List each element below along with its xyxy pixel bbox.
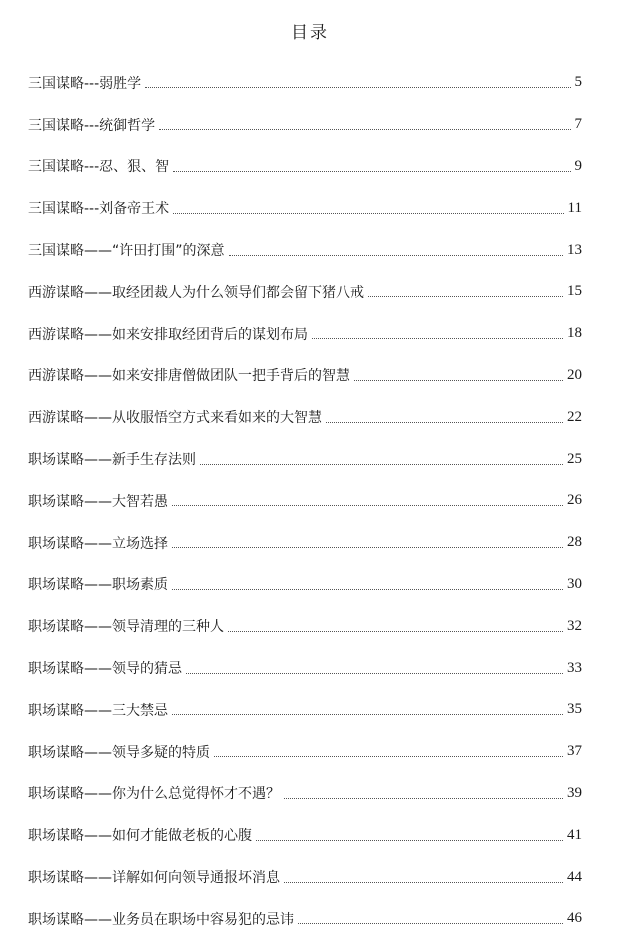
toc-entry-title: 职场谋略——领导清理的三种人 (28, 619, 224, 636)
dot-leader (284, 798, 563, 799)
toc-entry[interactable] (28, 229, 582, 271)
toc-entry-page-number: 9 (574, 157, 582, 174)
toc-entry-page-number: 11 (567, 199, 582, 216)
dot-leader (172, 589, 563, 590)
toc-entry-title: 三国谋略---刘备帝王术 (28, 201, 170, 218)
dot-leader (214, 756, 563, 757)
toc-entry-title: 西游谋略——从收服悟空方式来看如来的大智慧 (28, 410, 322, 427)
dot-leader (284, 882, 563, 883)
dot-leader (368, 296, 563, 297)
toc-entry-page-number: 44 (567, 868, 582, 885)
toc-entry-page-number: 30 (567, 575, 582, 592)
toc-entry-page-number: 35 (567, 701, 582, 718)
dot-leader (312, 338, 563, 339)
dot-leader (145, 87, 570, 88)
toc-entry-title: 西游谋略——取经团裁人为什么领导们都会留下猪八戒 (28, 284, 364, 301)
toc-entry-page-number: 22 (567, 408, 582, 425)
toc-list (28, 62, 582, 940)
toc-entry-title: 三国谋略---弱胜学 (28, 75, 142, 92)
toc-entry[interactable] (28, 104, 582, 146)
toc-entry-page-number: 33 (567, 659, 582, 676)
toc-entry-page-number: 26 (567, 492, 582, 509)
toc-entry-title: 三国谋略——“许田打围”的深意 (28, 243, 225, 260)
dot-leader (186, 673, 563, 674)
toc-entry-page-number: 46 (567, 910, 582, 927)
toc-entry-page-number: 5 (574, 74, 582, 91)
dot-leader (173, 171, 570, 172)
toc-entry[interactable] (28, 773, 582, 815)
toc-entry-title: 职场谋略——详解如何向领导通报坏消息 (28, 870, 280, 887)
dot-leader (200, 464, 563, 465)
toc-entry[interactable] (28, 438, 582, 480)
toc-entry-title: 职场谋略——职场素质 (28, 577, 168, 594)
toc-entry-page-number: 20 (567, 366, 582, 383)
toc-entry[interactable] (28, 396, 582, 438)
dot-leader (228, 631, 563, 632)
dot-leader (326, 422, 563, 423)
toc-entry[interactable] (28, 689, 582, 731)
toc-entry-title: 职场谋略——立场选择 (28, 535, 168, 552)
toc-entry-title: 职场谋略——你为什么总觉得怀才不遇？ (28, 786, 280, 803)
toc-entry[interactable] (28, 271, 582, 313)
toc-entry-title: 西游谋略——如来安排唐僧做团队一把手背后的智慧 (28, 368, 350, 385)
toc-entry[interactable] (28, 731, 582, 773)
dot-leader (354, 380, 563, 381)
toc-entry-page-number: 28 (567, 534, 582, 551)
dot-leader (298, 923, 563, 924)
toc-entry-title: 职场谋略——三大禁忌 (28, 702, 168, 719)
toc-entry-title: 三国谋略---统御哲学 (28, 117, 156, 134)
dot-leader (229, 255, 563, 256)
toc-entry[interactable] (28, 313, 582, 355)
toc-entry-page-number: 41 (567, 826, 582, 843)
dot-leader (173, 213, 563, 214)
toc-entry-page-number: 37 (567, 743, 582, 760)
dot-leader (256, 840, 563, 841)
toc-entry[interactable] (28, 898, 582, 940)
toc-entry-title: 职场谋略——如何才能做老板的心腹 (28, 828, 252, 845)
toc-entry-page-number: 13 (567, 241, 582, 258)
toc-entry-title: 职场谋略——业务员在职场中容易犯的忌讳 (28, 911, 294, 928)
toc-entry[interactable] (28, 355, 582, 397)
toc-entry[interactable] (28, 146, 582, 188)
toc-entry[interactable] (28, 564, 582, 606)
toc-entry[interactable] (28, 522, 582, 564)
toc-entry[interactable] (28, 647, 582, 689)
toc-entry[interactable] (28, 187, 582, 229)
dot-leader (172, 547, 563, 548)
toc-entry-page-number: 15 (567, 283, 582, 300)
toc-entry-page-number: 7 (574, 116, 582, 133)
toc-entry[interactable] (28, 605, 582, 647)
toc-entry[interactable] (28, 480, 582, 522)
toc-entry-page-number: 39 (567, 784, 582, 801)
toc-entry[interactable] (28, 814, 582, 856)
toc-entry-title: 职场谋略——新手生存法则 (28, 452, 196, 469)
dot-leader (172, 714, 563, 715)
toc-entry[interactable] (28, 856, 582, 898)
dot-leader (159, 129, 570, 130)
toc-entry-title: 职场谋略——大智若愚 (28, 493, 168, 510)
toc-entry[interactable] (28, 62, 582, 104)
toc-entry-page-number: 18 (567, 325, 582, 342)
dot-leader (172, 505, 563, 506)
toc-entry-title: 西游谋略——如来安排取经团背后的谋划布局 (28, 326, 308, 343)
toc-entry-title: 职场谋略——领导的猜忌 (28, 661, 182, 678)
toc-entry-page-number: 32 (567, 617, 582, 634)
toc-title: 目录 (291, 23, 329, 43)
toc-entry-title: 职场谋略——领导多疑的特质 (28, 744, 210, 761)
toc-entry-page-number: 25 (567, 450, 582, 467)
toc-entry-title: 三国谋略---忍、狠、智 (28, 159, 170, 176)
